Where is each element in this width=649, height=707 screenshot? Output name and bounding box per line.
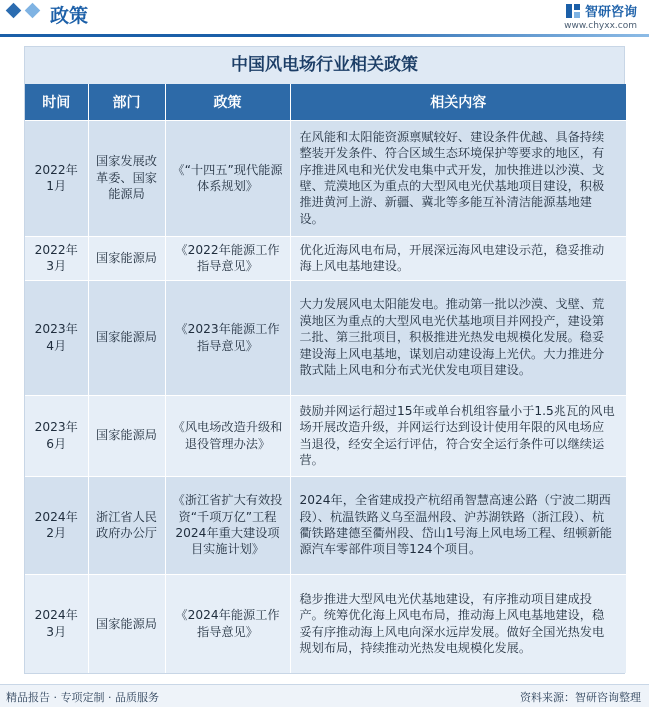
cell-department: 浙江省人民政府办公厅	[88, 476, 165, 574]
cell-content: 优化近海风电布局，开展深远海风电建设示范，稳妥推动海上风电基地建设。	[290, 236, 626, 280]
table-title: 中国风电场行业相关政策	[231, 55, 418, 75]
footer-source: 资料来源：智研咨询整理	[520, 691, 641, 704]
table-row	[25, 236, 626, 280]
table-row	[25, 574, 626, 673]
cell-policy: 《2022年能源工作指导意见》	[165, 236, 290, 280]
diamond-icon	[6, 3, 22, 19]
cell-policy: 《“十四五”现代能源体系规划》	[165, 120, 290, 236]
cell-policy: 《风电场改造升级和退役管理办法》	[165, 395, 290, 476]
cell-department: 国家能源局	[88, 236, 165, 280]
diamond-icon	[25, 3, 41, 19]
cell-time: 2023年6月	[25, 395, 88, 476]
table-row	[25, 395, 626, 476]
brand-name: 智研咨询	[584, 5, 637, 20]
cell-policy: 《2023年能源工作指导意见》	[165, 280, 290, 395]
cell-department: 国家发展改革委、国家能源局	[88, 120, 165, 236]
cell-time: 2022年1月	[25, 120, 88, 236]
column-header-policy: 政策	[165, 84, 290, 120]
cell-content: 鼓励并网运行超过15年或单台机组容量小于1.5兆瓦的风电场开展改造升级，并网运行达到设计使用年限的风电场应当退役，经安全运行评估，符合安全运行条件可以继续运营。	[290, 395, 626, 476]
cell-time: 2022年3月	[25, 236, 88, 280]
table-header-row	[25, 84, 626, 120]
column-header-time: 时间	[25, 84, 88, 120]
cell-time: 2024年3月	[25, 574, 88, 673]
cell-content: 在风能和太阳能资源禀赋较好、建设条件优越、具备持续整装开发条件、符合区域生态环境保护等要求的地区，有序推进风电和光伏发电集中式开发，加快推进以沙漠、戈壁、荒漠地区为重点的大型风电光伏基地项目建设，积极推进黄河上游、新疆、冀北等多能互补清洁能源基地建设。	[290, 120, 626, 236]
policy-table-panel	[24, 46, 625, 674]
cell-department: 国家能源局	[88, 280, 165, 395]
cell-time: 2024年2月	[25, 476, 88, 574]
section-marker	[8, 5, 46, 16]
table-row	[25, 120, 626, 236]
cell-content: 稳步推进大型风电光伏基地建设，有序推动项目建成投产。统筹优化海上风电布局，推动海上风电基地建设，稳妥有序推动海上风电向深水远岸发展。做好全国光热发电规划布局，持续推动光热发电规模化发展。	[290, 574, 626, 673]
footer-bar	[0, 684, 649, 707]
cell-time: 2023年4月	[25, 280, 88, 395]
column-header-department: 部门	[88, 84, 165, 120]
table-row	[25, 280, 626, 395]
top-header	[0, 0, 649, 34]
section-title: 政策	[50, 5, 89, 27]
cell-department: 国家能源局	[88, 574, 165, 673]
policy-table	[25, 84, 626, 673]
table-row	[25, 476, 626, 574]
cell-content: 2024年，全省建成投产杭绍甬智慧高速公路（宁波二期西段）、杭温铁路义乌至温州段、沪苏湖铁路（浙江段）、杭衢铁路建德至衢州段、岱山1号海上风电场工程、纽顿新能源汽车零部件项目等124个项目。	[290, 476, 626, 574]
brand-logo-icon	[565, 3, 581, 19]
footer-tagline: 精品报告 · 专项定制 · 品质服务	[6, 691, 159, 704]
cell-content: 大力发展风电太阳能发电。推动第一批以沙漠、戈壁、荒漠地区为重点的大型风电光伏基地项目并网投产，建设第二批、第三批项目，积极推进光热发电规模化发展。稳妥建设海上风电基地，谋划启动建设海上光伏。大力推进分散式陆上风电和分布式光伏发电项目建设。	[290, 280, 626, 395]
brand-url: www.chyxx.com	[564, 21, 637, 31]
brand[interactable]	[564, 1, 637, 31]
cell-department: 国家能源局	[88, 395, 165, 476]
cell-policy: 《浙江省扩大有效投资“千项万亿”工程2024年重大建设项目实施计划》	[165, 476, 290, 574]
cell-policy: 《2024年能源工作指导意见》	[165, 574, 290, 673]
header-divider	[0, 34, 649, 37]
column-header-content: 相关内容	[290, 84, 626, 120]
